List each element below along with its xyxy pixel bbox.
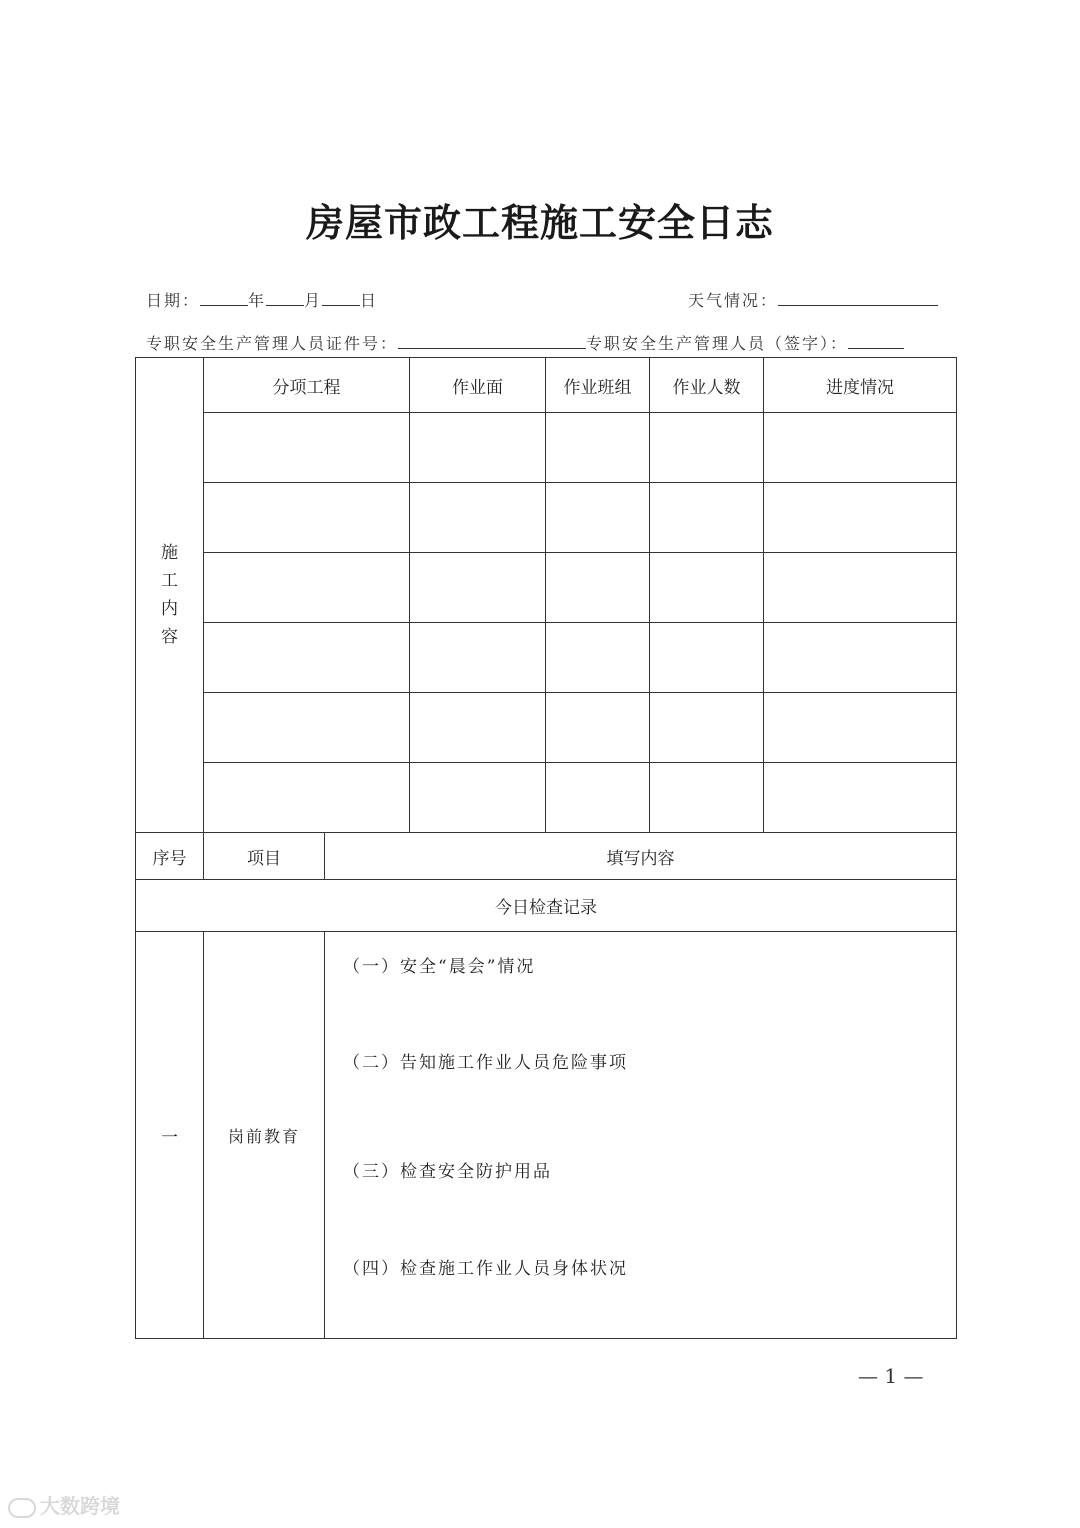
cell[interactable] [650, 553, 764, 623]
cell[interactable] [650, 483, 764, 553]
date-label: 日期： [146, 291, 201, 310]
cell[interactable] [410, 553, 546, 623]
records-header-content: 填写内容 [325, 833, 957, 880]
cell[interactable] [546, 763, 650, 833]
cell[interactable] [764, 693, 957, 763]
cert-label: 专职安全生产管理人员证件号： [146, 334, 399, 353]
col-header-progress: 进度情况 [764, 358, 957, 413]
sign-field[interactable] [848, 332, 904, 349]
cell[interactable] [764, 413, 957, 483]
cell[interactable] [204, 623, 410, 693]
cert-field[interactable] [398, 332, 586, 349]
section1-item: 岗前教育 [204, 932, 325, 1339]
col-header-workers: 作业人数 [650, 358, 764, 413]
watermark-logo-icon [8, 1498, 36, 1518]
cell[interactable] [204, 483, 410, 553]
year-label: 年 [248, 291, 267, 310]
cell[interactable] [410, 693, 546, 763]
cell[interactable] [650, 413, 764, 483]
date-line [146, 288, 378, 311]
construction-side-label: 施 工 内 容 [136, 358, 204, 833]
section1-content[interactable] [325, 932, 957, 1339]
cell[interactable] [546, 693, 650, 763]
watermark: 大数跨境 [8, 1490, 120, 1519]
cell[interactable] [546, 623, 650, 693]
cert-line [146, 331, 904, 354]
col-header-team: 作业班组 [546, 358, 650, 413]
table-row [136, 623, 957, 693]
cell[interactable] [204, 553, 410, 623]
cell[interactable] [204, 693, 410, 763]
cell[interactable] [764, 763, 957, 833]
weather-line [688, 288, 938, 311]
edu-line-3: （三）检查安全防护用品 [343, 1162, 552, 1182]
sign-label: 专职安全生产管理人员（签字）： [586, 334, 849, 353]
table-row [136, 413, 957, 483]
cell[interactable] [204, 763, 410, 833]
cell[interactable] [764, 553, 957, 623]
cell[interactable] [410, 483, 546, 553]
weather-label: 天气情况： [688, 291, 779, 310]
today-records-title: 今日检查记录 [136, 880, 957, 932]
edu-line-4: （四）检查施工作业人员身体状况 [343, 1259, 628, 1279]
col-header-subproject: 分项工程 [204, 358, 410, 413]
cell[interactable] [546, 483, 650, 553]
cell[interactable] [546, 413, 650, 483]
table-row [136, 483, 957, 553]
page-title: 房屋市政工程施工安全日志 [305, 201, 774, 245]
table-row [136, 693, 957, 763]
cell[interactable] [410, 763, 546, 833]
cell[interactable] [546, 553, 650, 623]
table-row [136, 553, 957, 623]
weather-field[interactable] [778, 289, 938, 306]
col-header-work-surface: 作业面 [410, 358, 546, 413]
page-number: — 1 — [858, 1364, 924, 1388]
day-label: 日 [360, 291, 379, 310]
table-row [136, 763, 957, 833]
safety-log-table [135, 357, 957, 1339]
cell[interactable] [410, 623, 546, 693]
cell[interactable] [764, 483, 957, 553]
cell[interactable] [764, 623, 957, 693]
cell[interactable] [650, 763, 764, 833]
section1-no: 一 [136, 932, 204, 1339]
cell[interactable] [204, 413, 410, 483]
cell[interactable] [650, 623, 764, 693]
records-header-no: 序号 [136, 833, 204, 880]
edu-line-1: （一）安全“晨会”情况 [343, 957, 536, 977]
cell[interactable] [650, 693, 764, 763]
cell[interactable] [410, 413, 546, 483]
month-label: 月 [304, 291, 323, 310]
edu-line-2: （二）告知施工作业人员危险事项 [343, 1053, 628, 1073]
records-header-item: 项目 [204, 833, 325, 880]
